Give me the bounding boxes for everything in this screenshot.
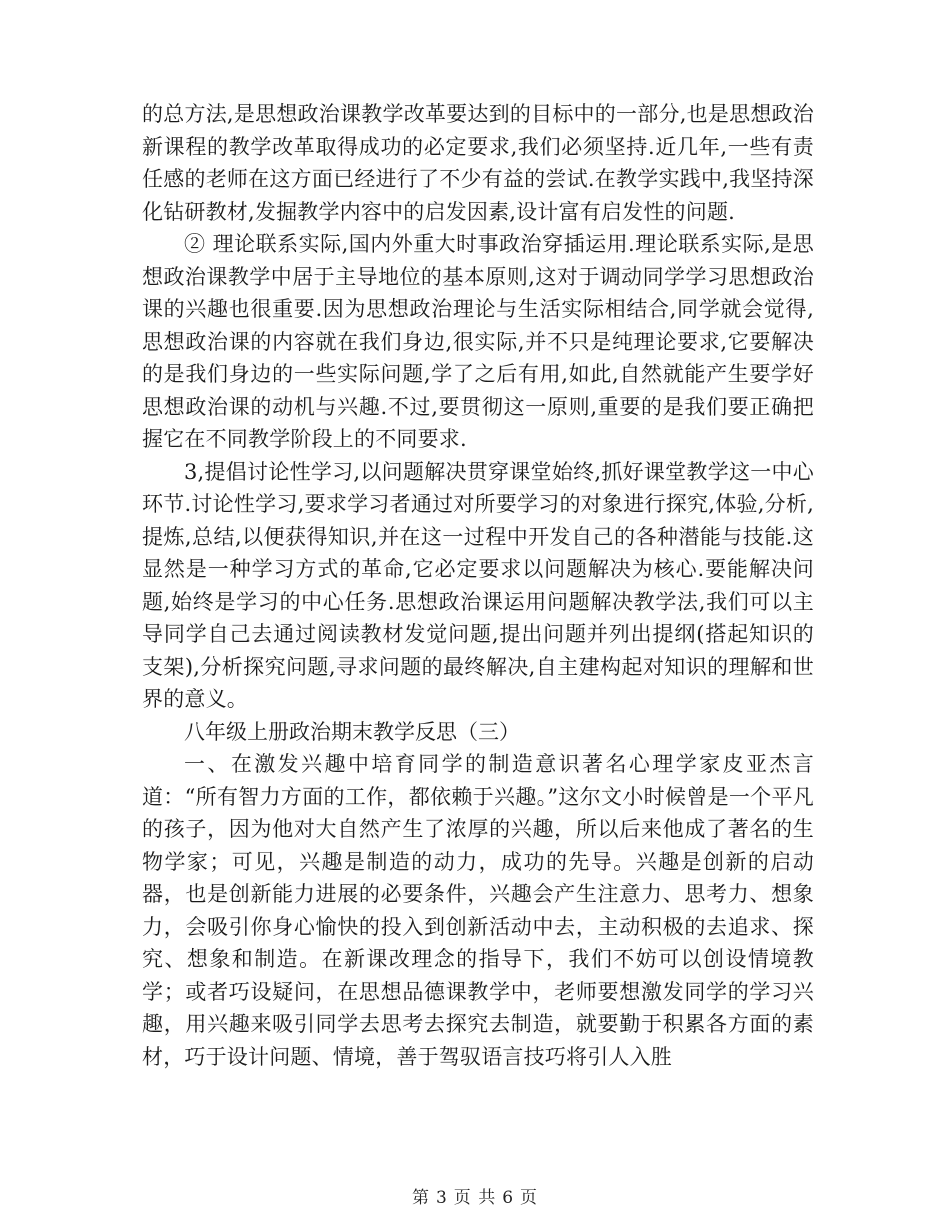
page-current-number: 3 [435, 1188, 448, 1208]
page-label-mid: 页 共 [453, 1188, 497, 1208]
page-total-number: 6 [502, 1188, 515, 1208]
page-label-prefix: 第 [411, 1188, 430, 1208]
section-heading: 八年级上册政治期末教学反思（三） [184, 719, 520, 744]
document-body [142, 98, 814, 1073]
paragraph-continuation: 的总方法,是思想政治课教学改革要达到的目标中的一部分,也是思想政治新课程的教学改革取得成功的必定要求,我们必须坚持.近几年,一些有责任感的老师在这方面已经进行了不少有益的尝试.在教学实践中,我坚持深化钻研教材,发掘教学内容中的启发因素,设计富有启发性的问题. [142, 102, 814, 224]
paragraph-theory-practice: ② 理论联系实际,国内外重大时事政治穿插运用.理论联系实际,是思想政治课教学中居于主导地位的基本原则,这对于调动同学学习思想政治课的兴趣也很重要.因为思想政治理论与生活实际相结合,同学就会觉得,思想政治课的内容就在我们身边,很实际,并不只是纯理论要求,它要解决的是我们身边的一些实际问题,学了之后有用,如此,自然就能产生要学好思想政治课的动机与兴趣.不过,要贯彻这一原则,重要的是我们要正确把握它在不同教学阶段上的不同要求. [142, 232, 814, 451]
page-footer [0, 1183, 950, 1208]
paragraph-interest-creativity: 一、在激发兴趣中培育同学的制造意识著名心理学家皮亚杰言道：“所有智力方面的工作，都依赖于兴趣。”这尔文小时候曾是一个平凡的孩子，因为他对大自然产生了浓厚的兴趣，所以后来他成了著名的生物学家；可见，兴趣是制造的动力，成功的先导。兴趣是创新的启动器，也是创新能力进展的必要条件，兴趣会产生注意力、思考力、想象力，会吸引你身心愉快的投入到创新活动中去，主动积极的去追求、探究、想象和制造。在新课改理念的指导下，我们不妨可以创设情境教学；或者巧设疑问，在思想品德课教学中，老师要想激发同学的学习兴趣，用兴趣来吸引同学去思考去探究去制造，就要勤于积累各方面的素材，巧于设计问题、情境，善于驾驭语言技巧将引人入胜 [142, 752, 814, 1069]
page-label-suffix: 页 [520, 1188, 539, 1208]
paragraph-discussion-learning: 3,提倡讨论性学习,以问题解决贯穿课堂始终,抓好课堂教学这一中心环节.讨论性学习,要求学习者通过对所要学习的对象进行探究,体验,分析,提炼,总结,以便获得知识,并在这一过程中开发自己的各种潜能与技能.这显然是一种学习方式的革命,它必定要求以问题解决为核心.要能解决问题,始终是学习的中心任务.思想政治课运用问题解决教学法,我们可以主导同学自己去通过阅读教材发觉问题,提出问题并列出提纲(搭起知识的支架),分析探究问题,寻求问题的最终解决,自主建构起对知识的理解和世界的意义。 [142, 459, 814, 711]
